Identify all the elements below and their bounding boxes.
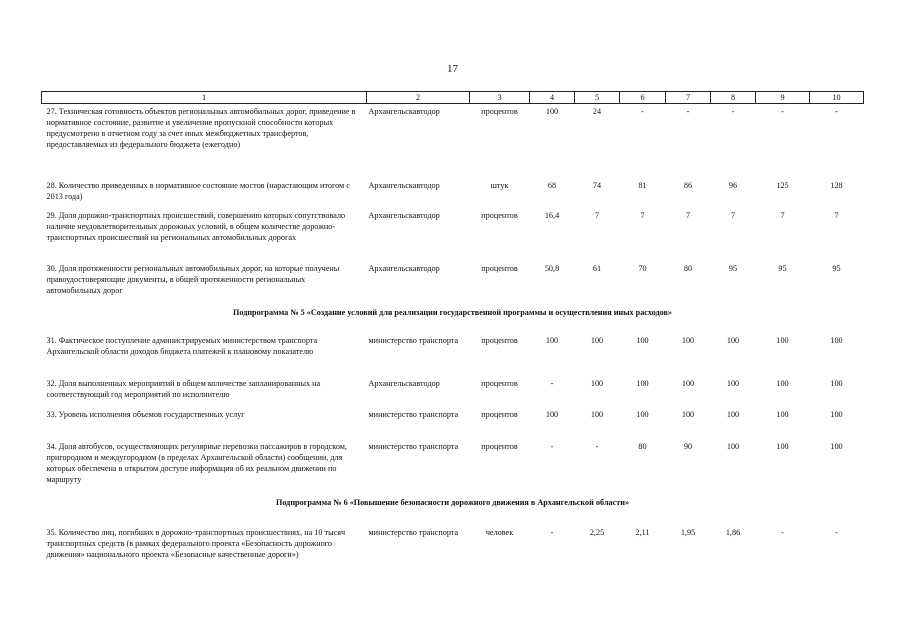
executor-cell: Архангельскавтодор [368, 107, 440, 116]
value-cell: - [550, 378, 554, 388]
column-header: 3 [470, 92, 530, 104]
indicator-name: 35. Количество лиц, погибших в дорожно-транспортных происшествиях, на 10 тысяч транспортных средств (в рамках федерального проекта «Безопасность дорожного движения» национального проекта «Безопасные качественные дороги») [46, 527, 346, 559]
value-cell: 100 [681, 378, 695, 388]
unit-cell: человек [485, 527, 514, 537]
value-cell: 7 [780, 210, 785, 220]
column-header: 5 [575, 92, 620, 104]
executor-cell: министерство транспорта [368, 409, 459, 419]
value-cell: 100 [726, 378, 740, 388]
executor-cell: Архангельскавтодор [368, 263, 440, 273]
value-cell: 7 [685, 210, 691, 220]
value-cell: - [781, 527, 784, 537]
page-number: 17 [447, 63, 458, 75]
unit-cell: процентов [481, 107, 518, 116]
value-cell: 2,11 [635, 527, 650, 537]
value-cell: - [835, 527, 838, 537]
unit-cell: процентов [481, 378, 518, 388]
value-cell: 2,25 [589, 527, 605, 537]
unit-cell: процентов [481, 210, 518, 220]
value-cell: 68 [547, 180, 557, 190]
table-row [42, 104, 864, 178]
unit-cell: процентов [481, 441, 518, 451]
value-cell: 1,86 [725, 527, 741, 537]
subprogram-heading: Подпрограмма № 6 «Повышение безопасности дорожного движения в Архангельской области» [275, 497, 630, 507]
value-cell: 95 [832, 263, 841, 273]
value-cell: 100 [590, 335, 604, 345]
value-cell: 100 [726, 409, 740, 419]
unit-cell: процентов [481, 263, 518, 273]
value-cell: 100 [681, 409, 695, 419]
value-cell: 7 [594, 210, 600, 220]
value-cell: 100 [776, 378, 789, 388]
value-cell: - [781, 107, 784, 116]
value-cell: - [731, 107, 735, 116]
value-cell: 100 [776, 441, 789, 451]
unit-cell: процентов [481, 335, 518, 345]
table-row [42, 333, 864, 376]
value-cell: 125 [776, 180, 789, 190]
value-cell: 81 [638, 180, 647, 190]
value-cell: 100 [830, 441, 843, 451]
indicator-table [41, 91, 864, 575]
value-cell: - [686, 107, 690, 116]
value-cell: 74 [592, 180, 602, 190]
indicator-name: 31. Фактическое поступление администрируемых министерством транспорта Архангельской области доходов бюджета платежей к плановому показателю [46, 335, 318, 356]
value-cell: 7 [834, 210, 839, 220]
value-cell: - [550, 527, 554, 537]
column-header: 7 [666, 92, 711, 104]
value-cell: 100 [590, 378, 604, 388]
value-cell: - [641, 107, 644, 116]
table-row [42, 178, 864, 208]
value-cell: 70 [638, 263, 647, 273]
value-cell: 50,8 [544, 263, 560, 273]
value-cell: 100 [636, 335, 649, 345]
column-header: 8 [711, 92, 756, 104]
value-cell: 61 [592, 263, 602, 273]
table-row [42, 439, 864, 497]
value-cell: 100 [590, 409, 604, 419]
value-cell: 7 [640, 210, 645, 220]
value-cell: 86 [683, 180, 693, 190]
subprogram-heading-row [42, 497, 864, 525]
executor-cell: Архангельскавтодор [368, 180, 440, 190]
executor-cell: министерство транспорта [368, 441, 459, 451]
value-cell: 100 [776, 335, 789, 345]
column-header: 10 [810, 92, 864, 104]
value-cell: 100 [681, 335, 695, 345]
executor-cell: министерство транспорта [368, 527, 459, 537]
table-row [42, 261, 864, 307]
table-row [42, 376, 864, 407]
indicator-name: 32. Доля выполненных мероприятий в общем количестве запланированных на соответствующий год мероприятий по исполнителю [46, 378, 321, 399]
column-header: 6 [620, 92, 666, 104]
value-cell: 80 [638, 441, 647, 451]
value-cell: 80 [683, 263, 693, 273]
unit-cell: штук [490, 180, 509, 190]
executor-cell: Архангельскавтодор [368, 210, 440, 220]
executor-cell: министерство транспорта [368, 335, 459, 345]
indicator-name: 33. Уровень исполнения объемов государственных услуг [46, 409, 245, 419]
column-header: 4 [530, 92, 575, 104]
value-cell: 100 [726, 441, 740, 451]
value-cell: 100 [636, 378, 649, 388]
value-cell: 128 [830, 180, 843, 190]
table-row [42, 208, 864, 261]
value-cell: 100 [636, 409, 649, 419]
table-row [42, 525, 864, 575]
indicator-name: 27. Техническая готовность объектов региональных автомобильных дорог, приведение в нормативное состояние, развитие и увеличение пропускной способности которых предусмотрено в отчетном году за счет иных межбюджетных трансфертов, предоставляемых из федерального бюджета (ежегодно) [46, 107, 356, 149]
value-cell: - [550, 441, 554, 451]
header-row [42, 92, 864, 104]
value-cell: 100 [830, 378, 843, 388]
value-cell: 90 [683, 441, 693, 451]
value-cell: 100 [830, 409, 843, 419]
value-cell: - [835, 107, 838, 116]
value-cell: 100 [545, 107, 559, 116]
value-cell: 95 [728, 263, 738, 273]
value-cell: 95 [778, 263, 787, 273]
column-header: 2 [367, 92, 470, 104]
value-cell: 24 [592, 107, 602, 116]
value-cell: 1,95 [680, 527, 696, 537]
column-header: 9 [756, 92, 810, 104]
executor-cell: Архангельскавтодор [368, 378, 440, 388]
subprogram-heading: Подпрограмма № 5 «Создание условий для реализации государственной программы и осуществления иных расходов» [232, 307, 673, 317]
subprogram-heading-row [42, 307, 864, 333]
value-cell: 96 [728, 180, 738, 190]
value-cell: 100 [545, 335, 559, 345]
value-cell: 100 [726, 335, 740, 345]
indicator-name: 29. Доля дорожно-транспортных происшествий, совершению которых сопутствовало наличие неудовлетворительных дорожных условий, в общем количестве дорожно-транспортных происшествий на региональных автомобильных дорогах [46, 210, 346, 242]
value-cell: 7 [730, 210, 736, 220]
value-cell: 100 [830, 335, 843, 345]
table-row [42, 407, 864, 439]
value-cell: 16,4 [544, 210, 560, 220]
value-cell: 100 [545, 409, 559, 419]
indicator-name: 34. Доля автобусов, осуществляющих регулярные перевозки пассажиров в городском, пригородном и междугородном (в пределах Архангельской области) сообщении, для которых обеспечена в открытом доступе информация об их реальном движении по маршруту [46, 441, 347, 484]
column-header: 1 [42, 92, 367, 104]
value-cell: 100 [776, 409, 789, 419]
indicator-name: 28. Количество приведенных в нормативное состояние мостов (нарастающим итогом с 2013 года) [46, 180, 350, 201]
unit-cell: процентов [481, 409, 518, 419]
value-cell: - [595, 441, 599, 451]
indicator-name: 30. Доля протяженности региональных автомобильных дорог, на которые получены правоудостоверяющие документы, в общей протяженности региональных автомобильных дорог [46, 263, 340, 295]
